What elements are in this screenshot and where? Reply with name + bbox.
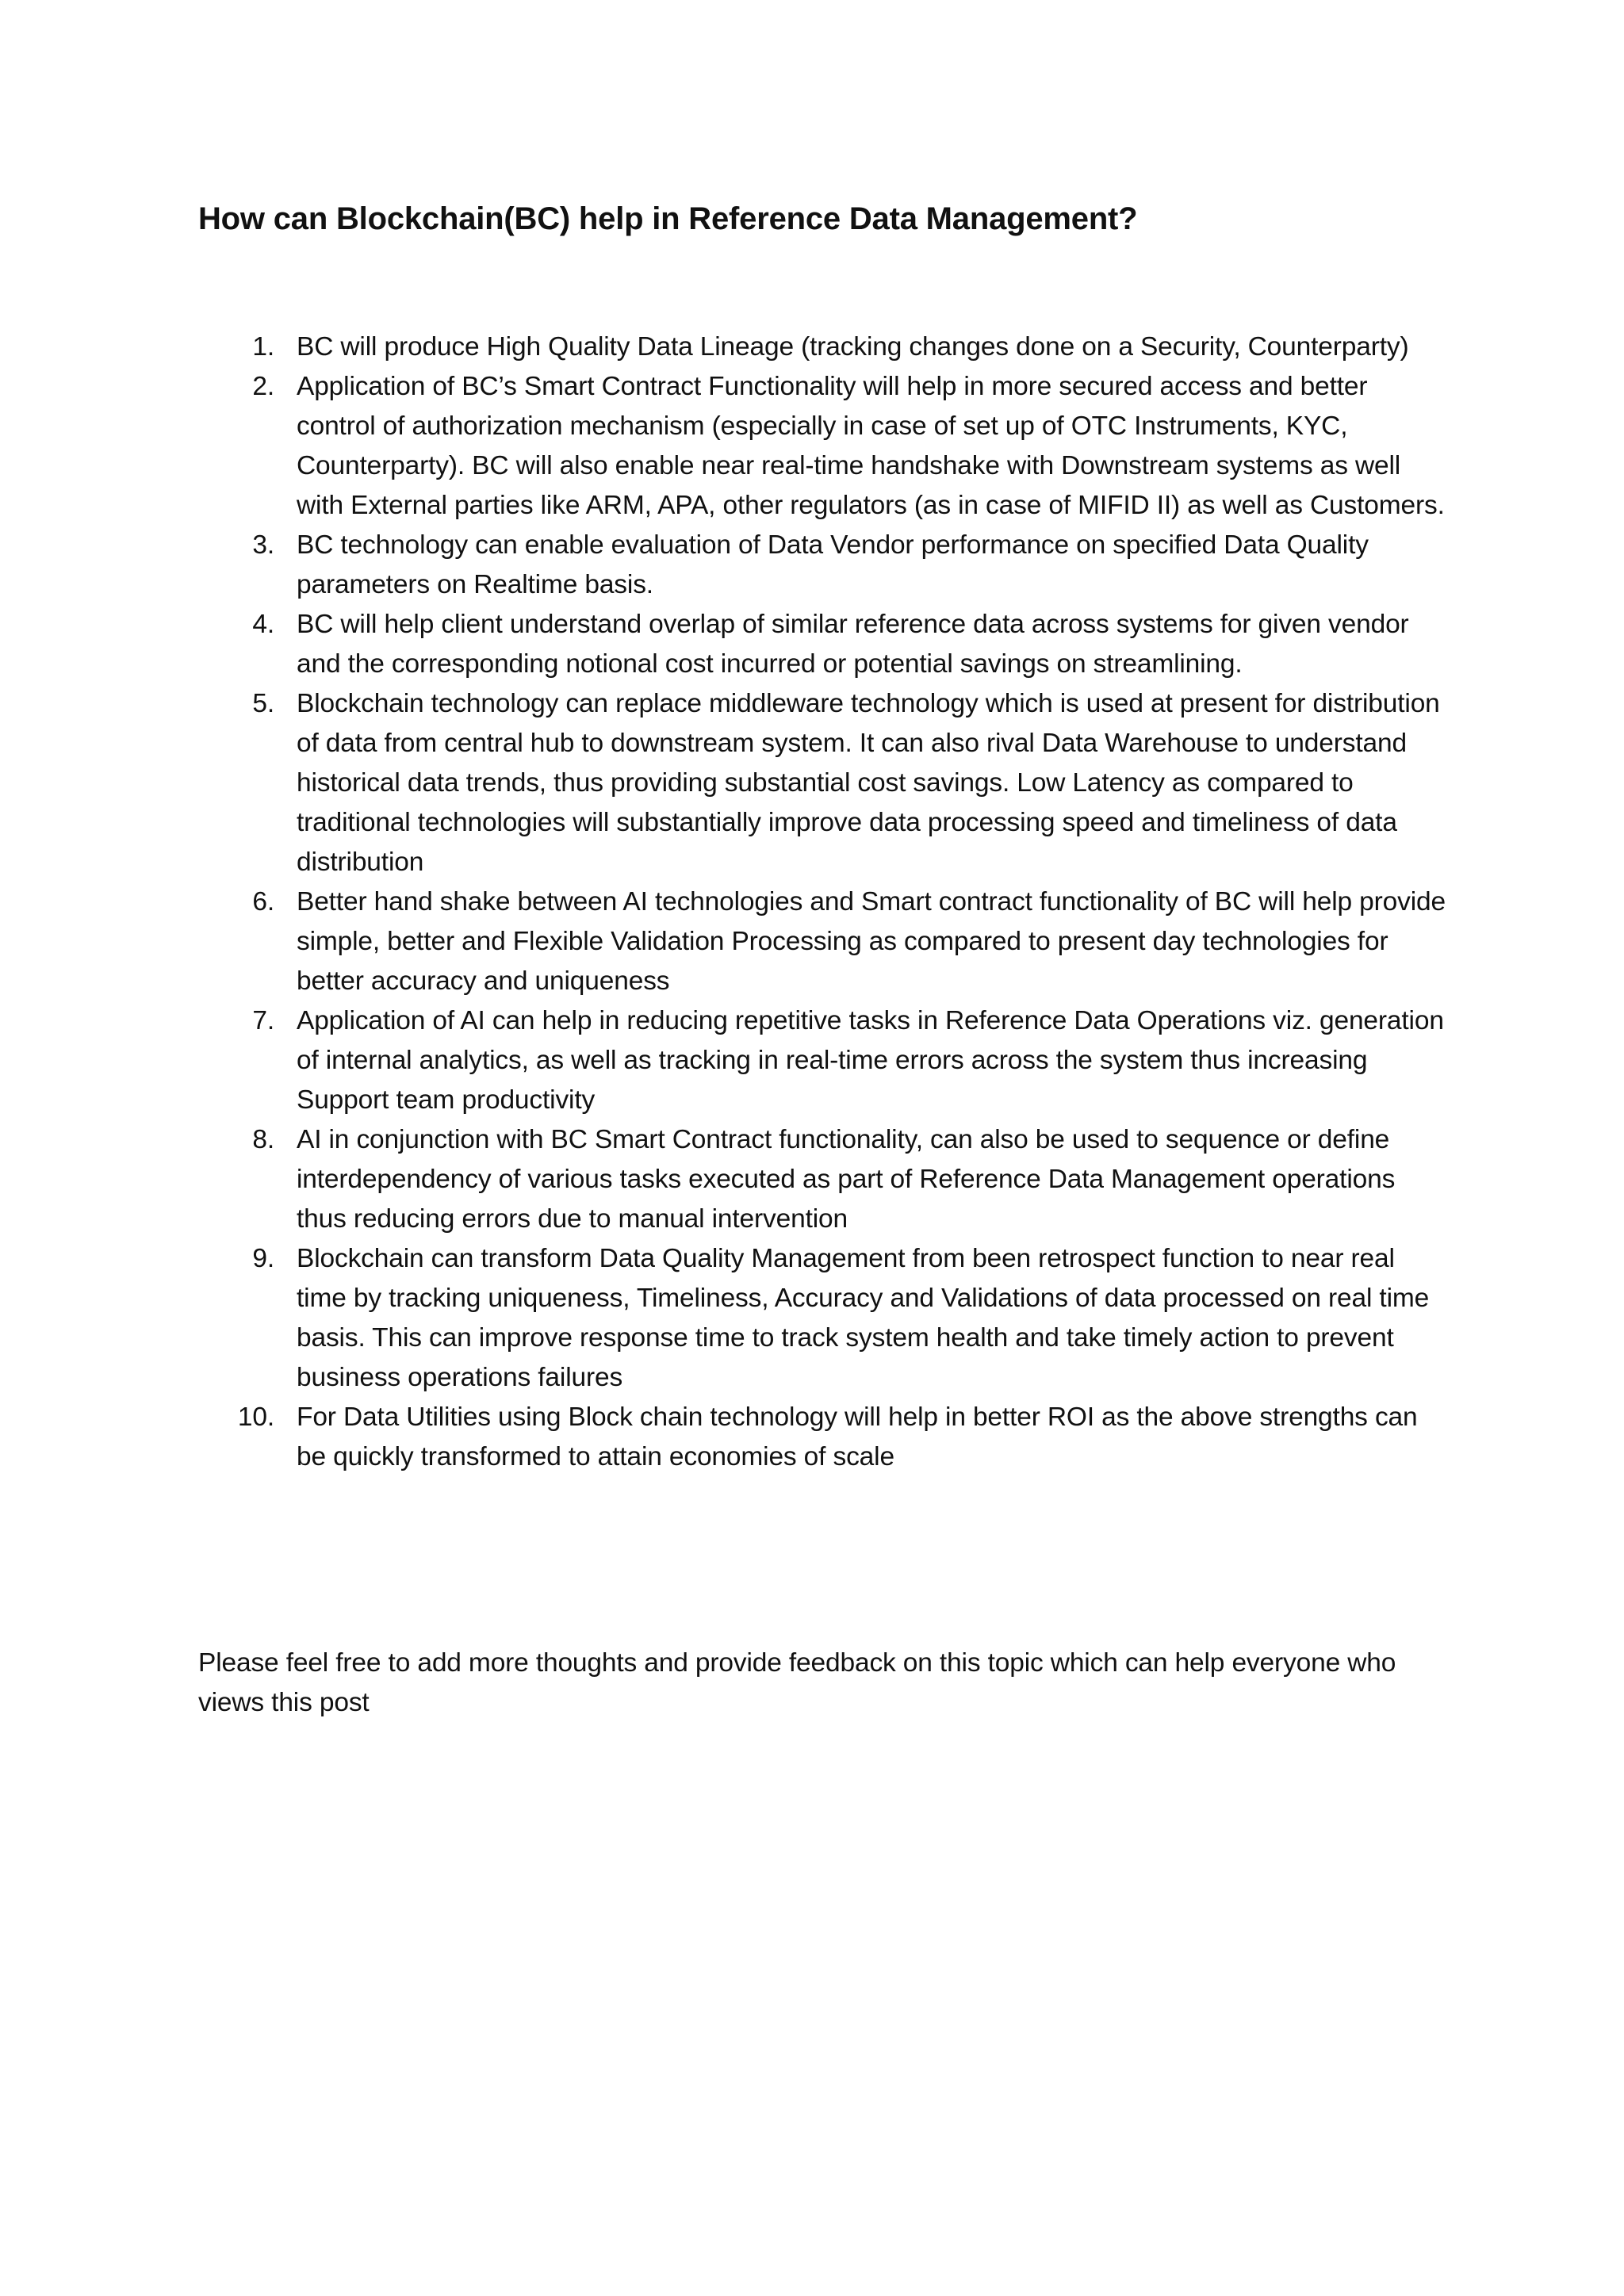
list-item-number: 6. — [252, 887, 274, 916]
list-item-number: 8. — [252, 1125, 274, 1154]
list-item-number: 1. — [252, 332, 274, 362]
list-item — [198, 327, 1447, 367]
list-item-text: BC will produce High Quality Data Lineage (tracking changes done on a Security, Counterparty) — [297, 332, 1409, 362]
list-item-number: 4. — [252, 610, 274, 639]
list-item-number: 10. — [237, 1402, 274, 1432]
list-item-text: BC will help client understand overlap of similar reference data across systems for given vendor and the corresponding notional cost incurred or potential savings on streamlining. — [297, 610, 1409, 679]
numbered-list — [198, 327, 1447, 1477]
closing-paragraph: Please feel free to add more thoughts and provide feedback on this topic which can help everyone who views this post — [198, 1648, 1396, 1717]
list-item — [198, 684, 1447, 882]
list-item-text: Application of BC’s Smart Contract Functionality will help in more secured access and better control of authorization mechanism (especially in case of set up of OTC Instruments, KYC, Counterparty). BC will also enable near real-time handshake with Downstream systems as well with External parties like ARM, APA, other regulators (as in case of MIFID II) as well as Customers. — [297, 372, 1445, 520]
list-item — [198, 526, 1447, 605]
list-item-text: Blockchain can transform Data Quality Management from been retrospect function to near real time by tracking uniqueness, Timeliness, Accuracy and Validations of data processed on real time basis. This can improve response time to track system health and take timely action to prevent business operations failures — [297, 1244, 1430, 1392]
list-item-text: Application of AI can help in reducing repetitive tasks in Reference Data Operations viz. generation of internal analytics, as well as tracking in real-time errors across the system thus increasing Support team productivity — [297, 1006, 1444, 1115]
list-item-number: 9. — [252, 1244, 274, 1273]
list-item-number: 5. — [252, 689, 274, 718]
list-item — [198, 1239, 1447, 1398]
list-item-number: 3. — [252, 530, 274, 560]
list-item — [198, 605, 1447, 684]
list-item — [198, 367, 1447, 526]
list-item — [198, 882, 1447, 1001]
page-title: How can Blockchain(BC) help in Reference Data Management? — [198, 201, 1138, 236]
list-item-text: Blockchain technology can replace middleware technology which is used at present for distribution of data from central hub to downstream system. It can also rival Data Warehouse to understand historical data trends, thus providing substantial cost savings. Low Latency as compared to traditional technologies will substantially improve data processing speed and timeliness of data distribution — [297, 689, 1440, 877]
list-item-text: AI in conjunction with BC Smart Contract functionality, can also be used to sequence or define interdependency of various tasks executed as part of Reference Data Management operations thus reducing errors due to manual intervention — [297, 1125, 1396, 1234]
list-item-text: Better hand shake between AI technologies and Smart contract functionality of BC will help provide simple, better and Flexible Validation Processing as compared to present day technologies for better accuracy and uniqueness — [297, 887, 1446, 996]
list-item-number: 2. — [252, 372, 274, 401]
list-item — [198, 1398, 1447, 1477]
list-item-text: For Data Utilities using Block chain technology will help in better ROI as the above strengths can be quickly transformed to attain economies of scale — [297, 1402, 1418, 1471]
list-item — [198, 1001, 1447, 1120]
list-item-text: BC technology can enable evaluation of Data Vendor performance on specified Data Quality parameters on Realtime basis. — [297, 530, 1369, 599]
list-item-number: 7. — [252, 1006, 274, 1035]
list-item — [198, 1120, 1447, 1239]
